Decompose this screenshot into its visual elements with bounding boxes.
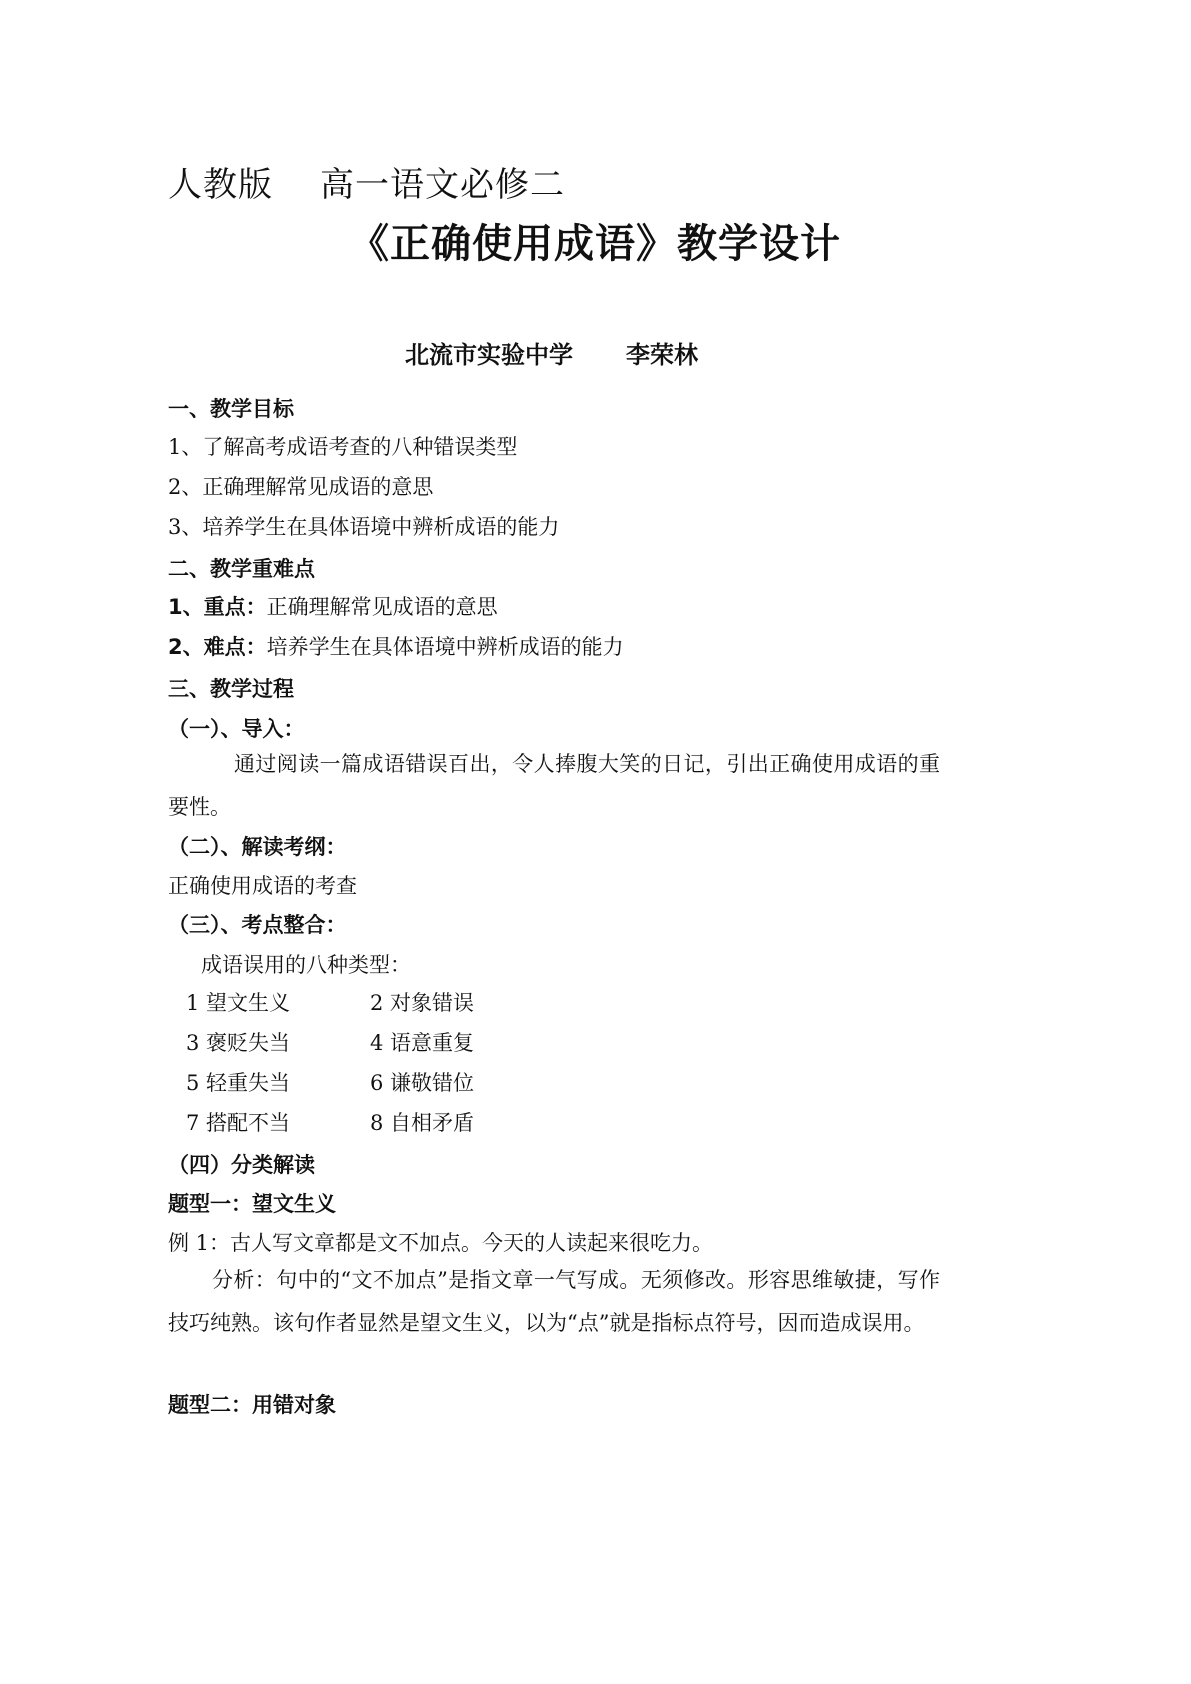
- difficulty-text: 培养学生在具体语境中辨析成语的能力: [266, 635, 624, 659]
- explanation-paragraph: 分析：句中的“文不加点”是指文章一气写成。无须修改。形容思维敏捷，写作技巧纯熟。该句作者显然是望文生义，以为“点”就是指标点符号，因而造成误用。: [168, 1268, 940, 1335]
- error-type: 3 褒贬失当: [186, 1031, 291, 1055]
- outline-text: 正确使用成语的考查: [168, 874, 357, 898]
- section1-heading: 一、教学目标: [168, 397, 294, 421]
- type2-heading: 题型二：用错对象: [168, 1393, 336, 1417]
- keypoint-label: 1、重点：: [168, 595, 267, 619]
- error-type: 2 对象错误: [370, 991, 475, 1015]
- difficulty-row: [168, 631, 624, 661]
- example-text: 古人写文章都是文不加点。今天的人读起来很吃力。: [230, 1231, 714, 1255]
- course-label: 高一语文必修二: [320, 165, 565, 205]
- keypoint-row: [168, 591, 498, 621]
- intro-heading: （一）、导入：: [168, 717, 305, 741]
- analysis-heading: （四）分类解读: [168, 1153, 315, 1177]
- type1-heading: 题型一：望文生义: [168, 1192, 336, 1216]
- section2-heading: 二、教学重难点: [168, 557, 315, 581]
- section3-heading: 三、教学过程: [168, 677, 294, 701]
- error-type: 1 望文生义: [186, 991, 291, 1015]
- error-type: 8 自相矛盾: [370, 1111, 475, 1135]
- intro-paragraph: 通过阅读一篇成语错误百出，令人捧腹大笑的日记，引出正确使用成语的重要性。: [168, 752, 940, 819]
- edition-label: 人教版: [168, 165, 273, 205]
- outline-heading: （二）、解读考纲：: [168, 835, 347, 859]
- objective-item: 3、培养学生在具体语境中辨析成语的能力: [168, 515, 560, 539]
- objective-item: 1、了解高考成语考查的八种错误类型: [168, 435, 518, 459]
- error-type: 6 谦敬错位: [370, 1071, 475, 1095]
- error-type: 4 语意重复: [370, 1031, 475, 1055]
- points-heading: （三）、考点整合：: [168, 913, 347, 937]
- points-lead: 成语误用的八种类型：: [201, 953, 411, 977]
- error-type: 5 轻重失当: [186, 1071, 291, 1095]
- example-label: 例 1：: [168, 1231, 231, 1255]
- author-name: 李荣林: [626, 341, 698, 369]
- error-type: 7 搭配不当: [186, 1111, 291, 1135]
- document-title: 《正确使用成语》教学设计: [349, 221, 841, 267]
- example-row: [168, 1227, 713, 1257]
- school-name: 北流市实验中学: [405, 341, 573, 369]
- keypoint-text: 正确理解常见成语的意思: [266, 595, 498, 619]
- difficulty-label: 2、难点：: [168, 635, 267, 659]
- objective-item: 2、正确理解常见成语的意思: [168, 475, 434, 499]
